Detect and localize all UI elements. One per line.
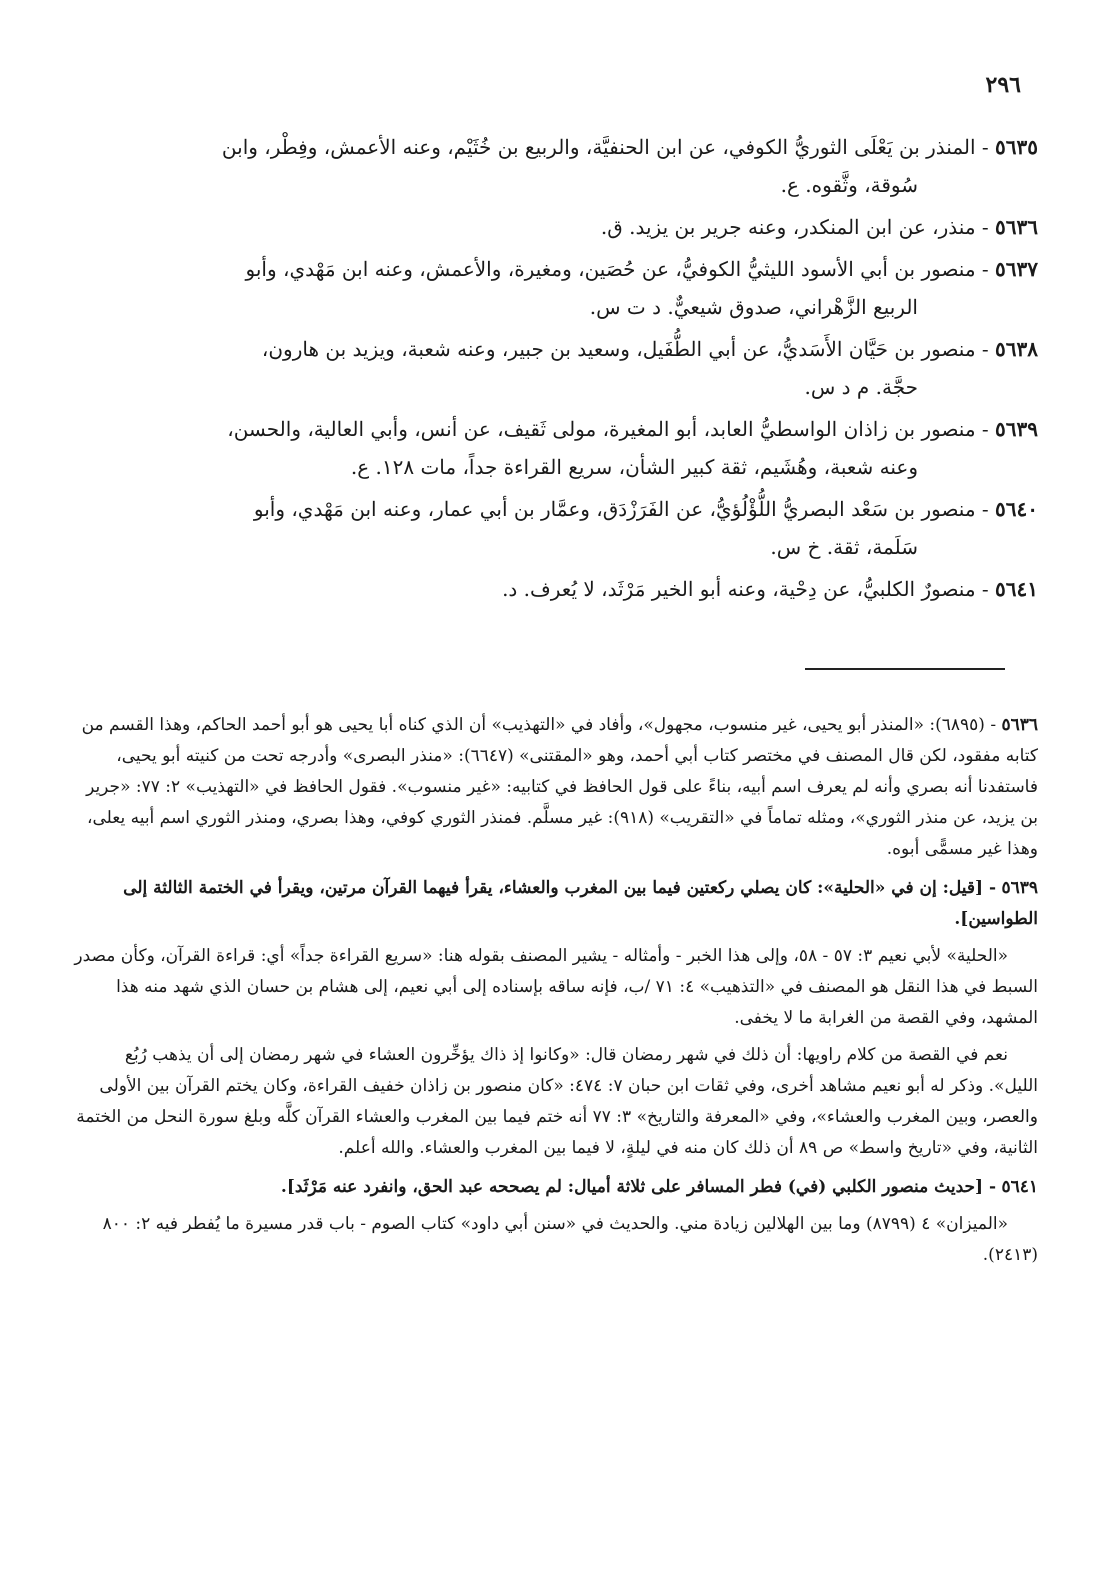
footnote-heading: - [حديث منصور الكلبي (في) فطر المسافر على ثلاثة أميال: لم يصححه عبد الحق، وانفرد عنه مَرْثَد]. — [280, 1177, 997, 1197]
footnote — [73, 710, 1038, 865]
entry-number: ٥٦٣٧ — [995, 257, 1038, 281]
entry-continuation: سَلَمة، ثقة. خ س. — [770, 535, 918, 559]
entry-number: ٥٦٤١ — [995, 577, 1038, 601]
entry — [78, 490, 1038, 566]
entry-number: ٥٦٤٠ — [995, 497, 1038, 521]
entry-continuation: حجَّة. م د س. — [804, 375, 918, 399]
footnote — [73, 1172, 1038, 1271]
entry-number: ٥٦٣٨ — [995, 337, 1038, 361]
entry-text: - منذر، عن ابن المنكدر، وعنه جرير بن يزيد. ق. — [600, 215, 989, 239]
footnote-divider — [805, 668, 1005, 670]
footnote-text: - (٦٨٩٥): «المنذر أبو يحيى، غير منسوب، مجهول»، وأفاد في «التهذيب» أن الذي كناه أبا يحيى هو أبو أحمد الحاكم، وهذا القسم من كتابه مفقود، لكن قال المصنف في مختصر كتاب أبي أحمد، وهو «المقتنى» (٦٦٤٧): «منذر البصرى» وأدرجه تحت من كنيته أبو يحيى، فاستفدنا أنه بصري وأنه لم يعرف اسم أبيه، بناءً على قول الحافظ في كتابيه: «غير منسوب». فقول الحافظ في «التهذيب» ٢: ٧٧: «جرير بن يزيد، عن منذر الثوري»، ومثله تماماً في «التقريب» (٩١٨): غير مسلَّم. فمنذر الثوري كوفي، وهذا بصري، ومنذر الثوري اسم أبيه يعلى، وهذا غير مسمًّى أبوه. — [81, 715, 1038, 859]
entry — [78, 570, 1038, 608]
main-entries — [78, 128, 1038, 612]
entry — [78, 330, 1038, 406]
entry — [78, 128, 1038, 204]
footnote-number: ٥٦٣٩ — [1001, 878, 1038, 898]
entry — [78, 250, 1038, 326]
footnote-number: ٥٦٣٦ — [1001, 715, 1038, 735]
entry-text: - المنذر بن يَعْلَى الثوريُّ الكوفي، عن ابن الحنفيَّة، والربيع بن خُثَيْم، وعنه الأعمش، وفِطْر، وابن — [221, 135, 989, 159]
footnote-heading: - [قيل: إن في «الحلية»: كان يصلي ركعتين فيما بين المغرب والعشاء، يقرأ فيهما القرآن مرتين، ويقرأ في الختمة الثالثة إلى الطواسين]. — [123, 878, 1038, 929]
entry-continuation: وعنه شعبة، وهُشَيم، ثقة كبير الشأن، سريع القراءة جداً، مات ١٢٨. ع. — [350, 455, 918, 479]
entry-number: ٥٦٣٦ — [995, 215, 1038, 239]
entry — [78, 208, 1038, 246]
entry-text: - منصور بن سَعْد البصريُّ اللُّؤْلُؤيُّ، عن الفَرَزْدَق، وعمَّار بن أبي عمار، وعنه ابن مَهْدي، وأبو — [253, 497, 989, 521]
entry-number: ٥٦٣٥ — [995, 135, 1038, 159]
footnote-text: «الميزان» ٤ (٨٧٩٩) وما بين الهلالين زيادة مني. والحديث في «سنن أبي داود» كتاب الصوم - باب قدر مسيرة ما يُفطر فيه ٢: ٨٠٠ (٢٤١٣). — [102, 1214, 1038, 1265]
entry-text: - منصور بن زاذان الواسطيُّ العابد، أبو المغيرة، مولى ثَقيف، عن أنس، وأبي العالية، والحسن، — [227, 417, 989, 441]
entry-continuation: سُوقة، وثَّقوه. ع. — [780, 173, 918, 197]
footnote — [73, 873, 1038, 1164]
page-number: ٢٩٦ — [985, 72, 1021, 98]
footnote-text: «الحلية» لأبي نعيم ٣: ٥٧ - ٥٨، وإلى هذا الخبر - وأمثاله - يشير المصنف بقوله هنا: «سريع القراءة جداً» أي: قراءة القرآن، وكأن مصدر السبط في هذا النقل هو المصنف في «التذهيب» ٤: ٧١ /ب، فإنه ساقه بإسناده إلى أبي نعيم، إلى هشام بن حسان الذي شهد منه هذا المشهد، وفي القصة من الغرابة ما لا يخفى. — [74, 946, 1038, 1028]
entry-number: ٥٦٣٩ — [995, 417, 1038, 441]
entry-text: - منصور بن أبي الأسود الليثيُّ الكوفيُّ، عن حُصَين، ومغيرة، والأعمش، وعنه ابن مَهْدي، وأبو — [245, 257, 989, 281]
entry — [78, 410, 1038, 486]
footnotes — [73, 710, 1038, 1279]
entry-continuation: الربيع الزَّهْراني، صدوق شيعيٌّ. د ت س. — [589, 295, 918, 319]
footnote-text: نعم في القصة من كلام راويها: أن ذلك في شهر رمضان قال: «وكانوا إذ ذاك يؤخِّرون العشاء في شهر رمضان إلى أن يذهب رُبُع الليل». وذكر له أبو نعيم مشاهد أخرى، وفي ثقات ابن حبان ٧: ٤٧٤: «كان منصور بن زاذان خفيف القراءة، وكان يختم القرآن بين الأولى والعصر، وبين المغرب والعشاء»، وفي «المعرفة والتاريخ» ٣: ٧٧ أنه ختم فيما بين المغرب والعشاء القرآن كلَّه وبلغ سورة النحل من الختمة الثانية، وفي «تاريخ واسط» ص ٨٩ أن ذلك كان منه في ليلةٍ، لا فيما بين المغرب والعشاء. والله أعلم. — [76, 1045, 1038, 1158]
entry-text: - منصورٌ الكلبيُّ، عن دِحْية، وعنه أبو الخير مَرْثَد، لا يُعرف. د. — [502, 577, 989, 601]
entry-text: - منصور بن حَيَّان الأَسَديُّ، عن أبي الطُّفَيل، وسعيد بن جبير، وعنه شعبة، ويزيد بن هارون، — [261, 337, 989, 361]
footnote-number: ٥٦٤١ — [1001, 1177, 1038, 1197]
